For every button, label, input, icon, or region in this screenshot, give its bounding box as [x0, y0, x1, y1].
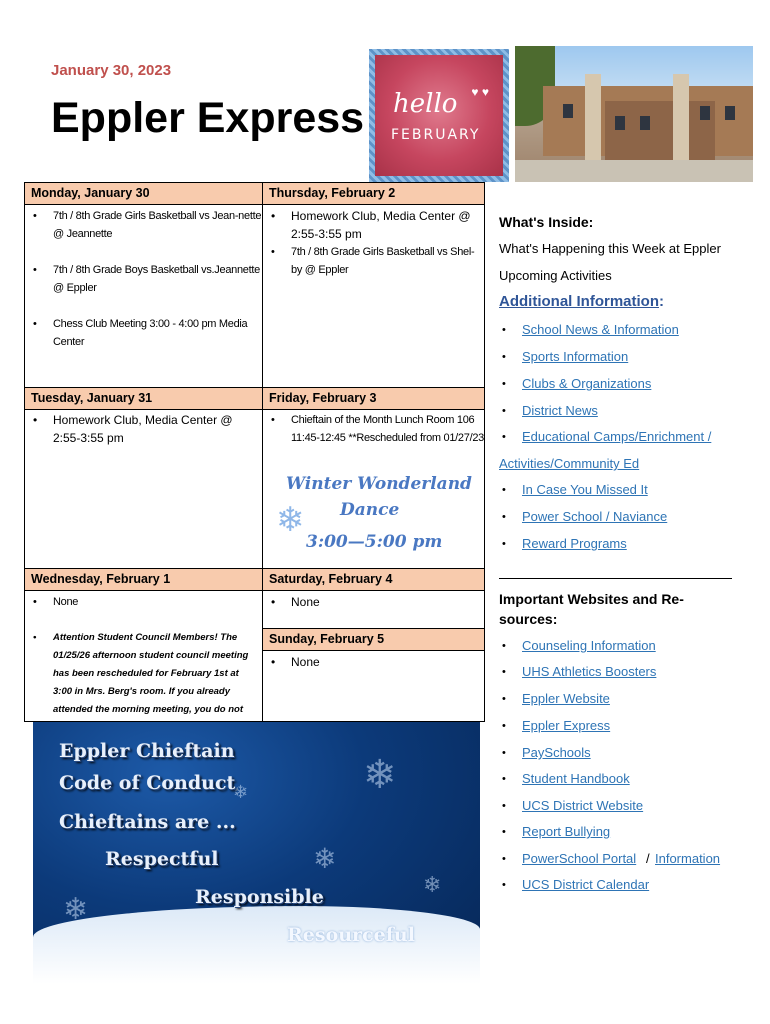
bullet-icon: • — [502, 747, 506, 759]
whats-inside-heading: What's Inside: — [499, 214, 594, 230]
bullet-icon: • — [502, 666, 506, 678]
coc-line-5: Responsible — [195, 886, 324, 908]
hello-text: hello — [393, 89, 458, 119]
bullet-icon: • — [502, 879, 506, 891]
saturday-header: Saturday, February 4 — [263, 569, 484, 591]
bullet-icon: • — [502, 773, 506, 785]
wednesday-items — [25, 593, 262, 737]
link-educational-camps[interactable]: Educational Camps/Enrichment / — [522, 429, 712, 444]
link-ucs-district-website[interactable]: UCS District Website — [522, 798, 644, 813]
inside-item: Upcoming Activities — [499, 268, 612, 283]
bullet-icon: • — [502, 538, 506, 550]
bullet-icon: • — [502, 351, 506, 363]
inside-item: What's Happening this Week at Eppler — [499, 241, 721, 256]
list-item: • Attention Student Council Members! The 01/25/26 afternoon student council meeting has been rescheduled for February 1st at 3:00 in Mrs. Berg's room. If you already attended the morning meeting, you do not — [25, 629, 262, 737]
link-powerschool-portal[interactable]: PowerSchool Portal — [522, 851, 637, 866]
coc-line-4: Respectful — [105, 848, 219, 870]
list-item: • 7th / 8th Grade Boys Basketball vs.Jeannette @ Eppler — [25, 261, 262, 297]
important-websites-heading: Important Websites and Re-sources: — [499, 591, 684, 627]
section-divider — [499, 578, 732, 579]
bullet-icon: • — [502, 431, 506, 443]
list-item: • Homework Club, Media Center @ 2:55-3:55 pm — [263, 207, 484, 243]
thursday-items — [263, 207, 484, 279]
additional-heading-colon: : — [658, 293, 664, 310]
list-item: • Chess Club Meeting 3:00 - 4:00 pm Media Center — [25, 315, 262, 351]
school-building-photo — [515, 46, 753, 182]
sunday-items — [263, 653, 484, 671]
bullet-icon: • — [502, 484, 506, 496]
link-powerschool-information[interactable]: Information — [655, 851, 721, 866]
bullet-icon: • — [502, 720, 506, 732]
link-uhs-athletics-boosters[interactable]: UHS Athletics Boosters — [522, 664, 657, 679]
thursday-header: Thursday, February 2 — [263, 183, 484, 205]
list-item: • 7th / 8th Grade Girls Basketball vs Jean-nette @ Jeannette — [25, 207, 262, 243]
link-report-bullying[interactable]: Report Bullying — [522, 824, 611, 839]
link-eppler-website[interactable]: Eppler Website — [522, 691, 610, 706]
dance-time: 3:00—5:00 pm — [306, 532, 443, 552]
monday-header: Monday, January 30 — [25, 183, 262, 205]
list-item: • Chieftain of the Month Lunch Room 106 11:45-12:45 **Rescheduled from 01/27/23 — [263, 411, 484, 447]
link-power-school-naviance[interactable]: Power School / Naviance — [522, 509, 668, 524]
coc-line-3: Chieftains are ... — [59, 811, 236, 833]
coc-line-6: Resourceful — [287, 924, 415, 946]
tuesday-header: Tuesday, January 31 — [25, 388, 262, 410]
link-counseling-information[interactable]: Counseling Information — [522, 638, 656, 653]
list-item: • None — [263, 653, 484, 671]
weekly-schedule-table — [24, 182, 485, 722]
bullet-icon: • — [502, 826, 506, 838]
tuesday-items — [25, 411, 262, 447]
bullet-icon: • — [502, 324, 506, 336]
sunday-header: Sunday, February 5 — [263, 629, 484, 651]
bullet-icon: • — [502, 853, 506, 865]
hello-february-image — [369, 49, 509, 182]
list-item: • None — [263, 593, 484, 611]
winter-wonderland-graphic — [262, 470, 484, 570]
hearts-icon: ♥ ♥ — [471, 85, 489, 99]
link-clubs-organizations[interactable]: Clubs & Organizations — [522, 376, 652, 391]
code-of-conduct-banner: ❄ ❄ ❄ ❄ ❄ Eppler Chieftain Code of Conduct Chieftains are ... Respectful Responsible Resourceful — [33, 722, 480, 984]
link-in-case-you-missed-it[interactable]: In Case You Missed It — [522, 482, 648, 497]
bullet-icon: • — [502, 405, 506, 417]
list-item: • None — [25, 593, 262, 611]
friday-header: Friday, February 3 — [263, 388, 484, 410]
february-text: FEBRUARY — [391, 127, 481, 143]
bullet-icon: • — [502, 511, 506, 523]
link-eppler-express[interactable]: Eppler Express — [522, 718, 611, 733]
link-ucs-district-calendar[interactable]: UCS District Calendar — [522, 877, 650, 892]
wednesday-header: Wednesday, February 1 — [25, 569, 262, 591]
link-payschools[interactable]: PaySchools — [522, 745, 591, 760]
link-student-handbook[interactable]: Student Handbook — [522, 771, 630, 786]
link-school-news[interactable]: School News & Information — [522, 322, 679, 337]
winter-wonderland-title: Winter Wonderland — [286, 474, 472, 494]
saturday-items — [263, 593, 484, 611]
dance-label: Dance — [340, 500, 400, 520]
additional-information-heading — [499, 293, 664, 310]
list-item: • 7th / 8th Grade Girls Basketball vs Shel-by @ Eppler — [263, 243, 484, 279]
snowflake-icon: ❄ — [276, 501, 305, 539]
bullet-icon: • — [502, 693, 506, 705]
coc-line-2: Code of Conduct — [59, 772, 236, 794]
link-district-news[interactable]: District News — [522, 403, 598, 418]
additional-heading-text: Additional Information — [499, 293, 659, 310]
list-item: • Homework Club, Media Center @ 2:55-3:55 pm — [25, 411, 262, 447]
bullet-icon: • — [502, 800, 506, 812]
bullet-icon: • — [502, 640, 506, 652]
monday-items — [25, 207, 262, 351]
newsletter-date: January 30, 2023 — [51, 62, 172, 79]
bullet-icon: • — [502, 378, 506, 390]
newsletter-title: Eppler Express — [51, 94, 365, 142]
link-reward-programs[interactable]: Reward Programs — [522, 536, 627, 551]
coc-line-1: Eppler Chieftain — [59, 740, 235, 762]
link-sports-information[interactable]: Sports Information — [522, 349, 629, 364]
link-separator: / — [646, 851, 650, 866]
friday-items — [263, 411, 484, 447]
link-educational-camps-cont[interactable]: Activities/Community Ed — [499, 456, 640, 471]
